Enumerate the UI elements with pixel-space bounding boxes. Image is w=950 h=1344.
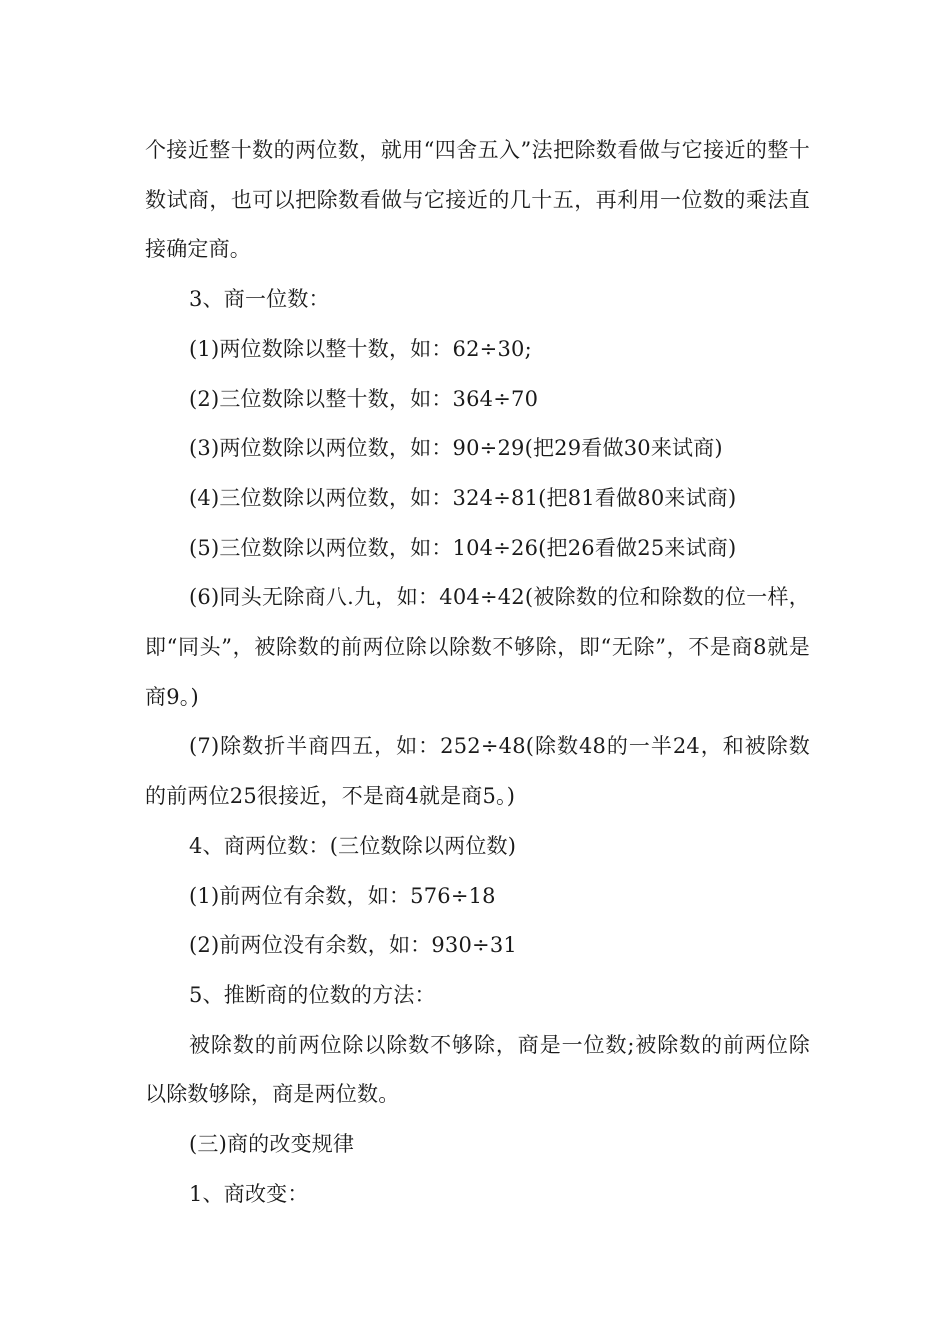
- paragraph-continued: 个接近整十数的两位数，就用“四舍五入”法把除数看做与它接近的整十数试商，也可以把除数看做与它接近的几十五，再利用一位数的乘法直接确定商。: [145, 138, 810, 262]
- list-item-3: (3)两位数除以两位数，如：90÷29(把29看做30来试商): [189, 436, 723, 461]
- list-item-7: (7)除数折半商四五，如：252÷48(除数48的一半24，和被除数的前两位25很接近，不是商4就是商5。): [145, 734, 810, 809]
- heading-digit-count-method: 5、推断商的位数的方法：: [189, 982, 436, 1007]
- list-item-2: (2)三位数除以整十数，如：364÷70: [189, 386, 539, 411]
- section-heading-quotient-change: (三)商的改变规律: [189, 1132, 355, 1157]
- list-item-two-digit-2: (2)前两位没有余数，如：930÷31: [189, 933, 517, 958]
- heading-quotient-one-digit: 3、商一位数：: [189, 287, 330, 312]
- list-item-two-digit-1: (1)前两位有余数，如：576÷18: [189, 883, 496, 908]
- list-item-1: (1)两位数除以整十数，如：62÷30;: [189, 336, 532, 361]
- document-body: [145, 126, 810, 1219]
- list-item-5: (5)三位数除以两位数，如：104÷26(把26看做25来试商): [189, 535, 737, 560]
- list-item-6: (6)同头无除商八.九，如：404÷42(被除数的位和除数的位一样，即“同头”，被除数的前两位除以除数不够除，即“无除”，不是商8就是商9。): [145, 585, 810, 709]
- heading-quotient-two-digit: 4、商两位数：(三位数除以两位数): [189, 833, 517, 858]
- list-item-4: (4)三位数除以两位数，如：324÷81(把81看做80来试商): [189, 485, 737, 510]
- heading-quotient-change: 1、商改变：: [189, 1181, 309, 1206]
- paragraph-digit-count-rule: 被除数的前两位除以除数不够除，商是一位数;被除数的前两位除以除数够除，商是两位数。: [145, 1032, 810, 1107]
